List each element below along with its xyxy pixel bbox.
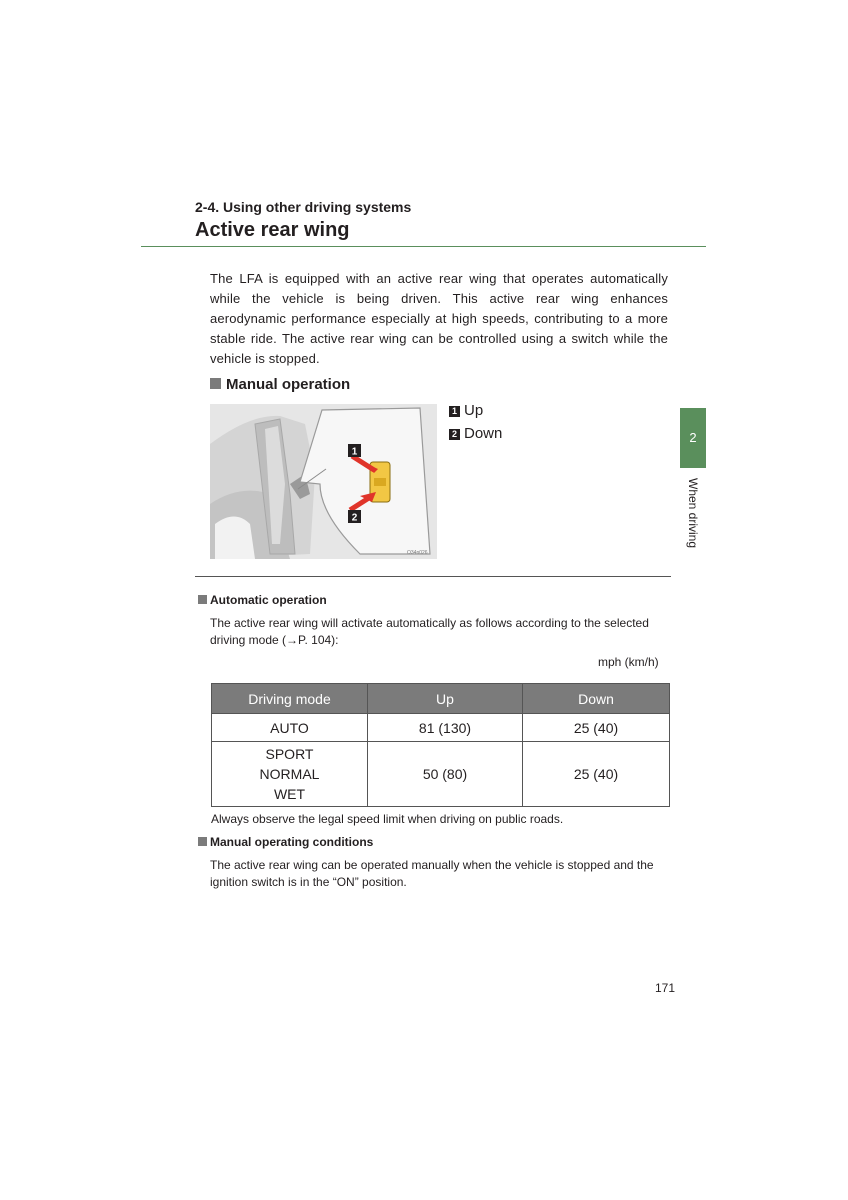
table-row (212, 742, 670, 807)
units-label: mph (km/h) (598, 655, 659, 669)
table-cell-up: 81 (130) (368, 714, 523, 742)
table-row (212, 714, 670, 742)
legal-speed-note: Always observe the legal speed limit when driving on public roads. (211, 812, 564, 826)
page-number: 171 (655, 981, 676, 995)
chapter-tab: 2 (680, 408, 706, 468)
column-header-down: Down (523, 684, 670, 714)
table-cell-mode (212, 742, 368, 807)
table-header-row (212, 684, 670, 714)
rear-wing-switch-illustration (210, 404, 437, 559)
manual-operation-label: Manual operation (226, 376, 351, 393)
page-title: Active rear wing (195, 219, 350, 241)
mode-sport: SPORT (265, 746, 314, 762)
manual-conditions-label: Manual operating conditions (210, 835, 374, 849)
figure-code: O34n026 (407, 550, 428, 556)
mode-normal: NORMAL (259, 766, 320, 782)
figure-callout-2: 2 (351, 512, 358, 524)
automatic-operation-label: Automatic operation (210, 593, 327, 607)
table-cell-mode: AUTO (212, 714, 368, 742)
figure-callout-1: 1 (351, 446, 358, 458)
automatic-operation-heading (198, 593, 327, 607)
legend-number-2: 2 (449, 429, 460, 440)
title-divider (141, 246, 706, 247)
manual-conditions-heading (198, 835, 373, 849)
chapter-side-label: When driving (686, 478, 700, 549)
legend-number-1: 1 (449, 406, 460, 417)
section-divider (195, 576, 671, 577)
section-label: 2-4. Using other driving systems (195, 199, 412, 215)
table-cell-down: 25 (40) (523, 714, 670, 742)
car-interior-svg (210, 404, 437, 559)
wing-speed-table (211, 683, 670, 807)
table-cell-down: 25 (40) (523, 742, 670, 807)
column-header-driving-mode: Driving mode (212, 684, 368, 714)
intro-paragraph: The LFA is equipped with an active rear wing that operates automatically while the vehicle is being driven. This active rear wing enhances aerodynamic performance especially at high speeds, contributing to a more stable ride. The active rear wing can be controlled using a switch while the vehicle is stopped. (210, 271, 668, 366)
manual-conditions-text: The active rear wing can be operated manually when the vehicle is stopped and the ignition switch is in the “ON” position. (210, 858, 654, 889)
legend-item-down (449, 425, 502, 442)
legend-label-up: Up (464, 402, 484, 419)
legend-item-up (449, 402, 483, 419)
square-bullet-icon (198, 837, 207, 846)
automatic-operation-text: The active rear wing will activate automatically as follows according to the selected driving mode (→P. 104): (210, 616, 649, 647)
square-bullet-icon (210, 378, 221, 389)
manual-operation-heading (210, 376, 350, 393)
legend-label-down: Down (464, 425, 503, 442)
mode-wet: WET (273, 786, 306, 802)
column-header-up: Up (368, 684, 523, 714)
table-cell-up: 50 (80) (368, 742, 523, 807)
square-bullet-icon (198, 595, 207, 604)
